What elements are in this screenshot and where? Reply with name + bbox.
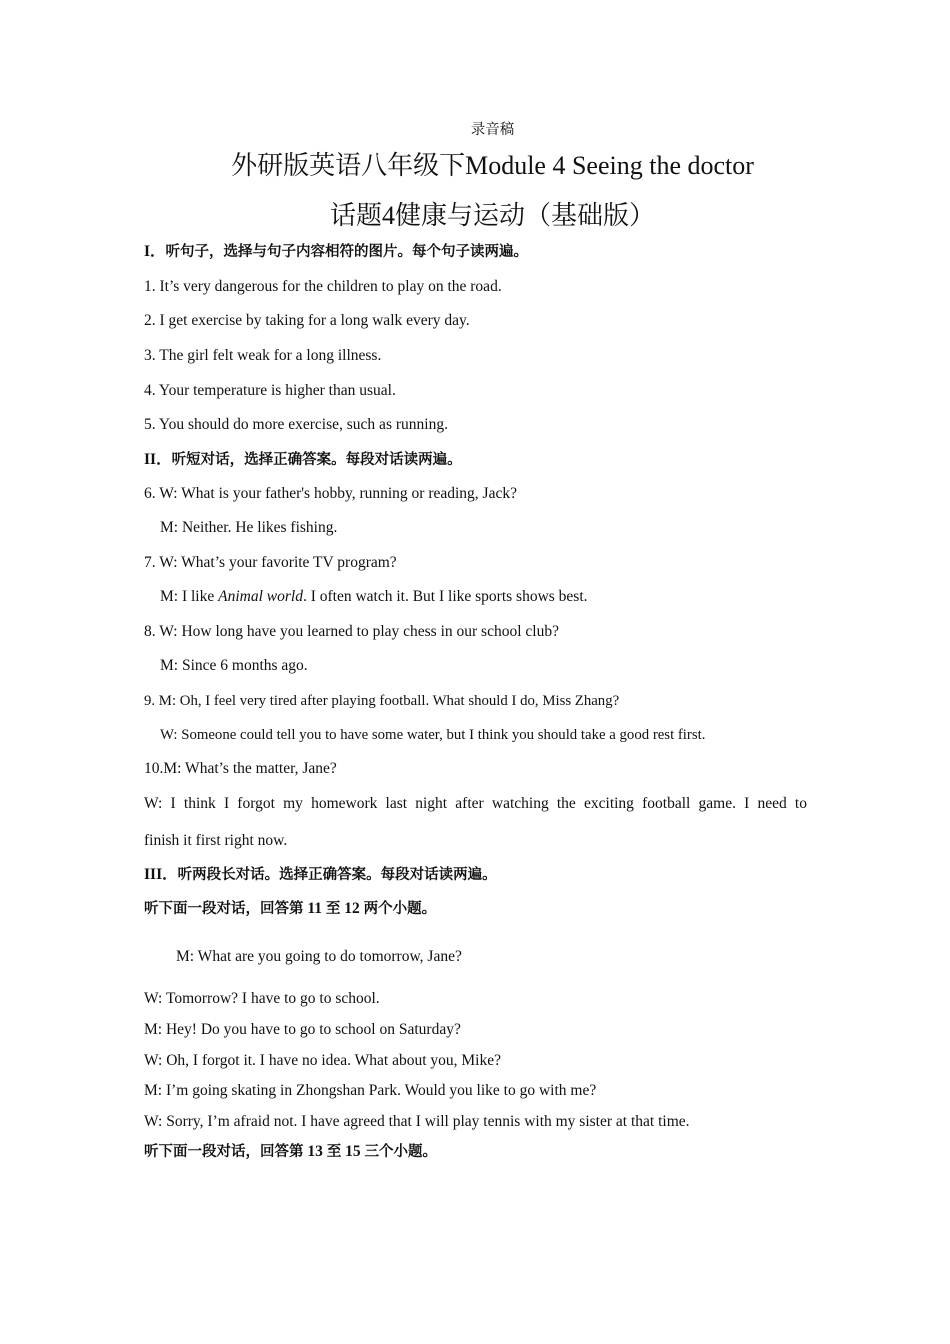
- dialog-line: M: What are you going to do tomorrow, Jane?: [176, 948, 462, 965]
- dialog-line: M: Since 6 months ago.: [160, 657, 308, 674]
- dialog-line: 6. W: What is your father's hobby, running or reading, Jack?: [144, 485, 517, 502]
- topic-title: 话题4健康与运动（基础版）: [329, 201, 655, 230]
- section3-number: III．: [144, 866, 178, 883]
- intro-text: 至: [326, 1144, 342, 1160]
- sentence-item: 4. Your temperature is higher than usual.: [144, 382, 396, 399]
- dialog-line: M: Neither. He likes fishing.: [160, 519, 338, 536]
- question-from: 11: [307, 900, 323, 917]
- sentence-item: 3. The girl felt weak for a long illness.: [144, 347, 382, 364]
- sentence-item: 1. It’s very dangerous for the children to play on the road.: [144, 278, 502, 295]
- dialog-line: W: I think I forgot my homework last night after watching the exciting football game. I need to: [144, 795, 807, 812]
- subtitle: 录音稿: [470, 122, 515, 138]
- dialog-line: [160, 587, 588, 607]
- page-title: 外研版英语八年级下Module 4 Seeing the doctor: [231, 151, 754, 180]
- dialog-line: W: Tomorrow? I have to go to school.: [144, 990, 380, 1007]
- section1-heading: [144, 242, 528, 262]
- dialog-line: W: Sorry, I’m afraid not. I have agreed that I will play tennis with my sister at that time.: [144, 1113, 690, 1130]
- section2-heading-text: 听短对话，选择正确答案。每段对话读两遍。: [171, 452, 462, 468]
- sentence-item: 2. I get exercise by taking for a long walk every day.: [144, 312, 470, 329]
- dialog-line: W: Oh, I forgot it. I have no idea. What about you, Mike?: [144, 1052, 501, 1069]
- dialog-line: W: Someone could tell you to have some water, but I think you should take a good rest first.: [160, 727, 706, 743]
- dialog-text: M: I like: [160, 588, 219, 605]
- dialog-line: 8. W: How long have you learned to play chess in our school club?: [144, 623, 559, 640]
- intro-text: 听下面一段对话，回答第: [144, 1144, 304, 1160]
- dialog-line: finish it first right now.: [144, 832, 288, 849]
- section2-number: II．: [144, 451, 172, 468]
- intro-text: 至: [325, 901, 341, 917]
- intro-text: 三个小题。: [364, 1144, 437, 1160]
- question-from: 13: [307, 1143, 323, 1160]
- dialog2-intro: [144, 1142, 437, 1162]
- dialog1-intro: [144, 899, 436, 919]
- dialog-line: 7. W: What’s your favorite TV program?: [144, 554, 397, 571]
- dialog-line: 10.M: What’s the matter, Jane?: [144, 760, 337, 777]
- sentence-item: 5. You should do more exercise, such as running.: [144, 416, 448, 433]
- section3-heading: [144, 865, 497, 885]
- section1-number: I．: [144, 243, 166, 260]
- intro-text: 听下面一段对话，回答第: [144, 901, 304, 917]
- question-to: 12: [344, 900, 360, 917]
- section2-heading: [144, 450, 462, 470]
- program-title: Animal world: [218, 588, 303, 605]
- section1-heading-text: 听句子，选择与句子内容相符的图片。每个句子读两遍。: [165, 244, 529, 260]
- section3-heading-text: 听两段长对话。选择正确答案。每段对话读两遍。: [177, 867, 497, 883]
- dialog-line: M: Hey! Do you have to go to school on Saturday?: [144, 1021, 461, 1038]
- dialog-text: . I often watch it. But I like sports shows best.: [302, 588, 588, 605]
- dialog-line: M: I’m going skating in Zhongshan Park. Would you like to go with me?: [144, 1082, 597, 1099]
- question-to: 15: [345, 1143, 361, 1160]
- dialog-line: 9. M: Oh, I feel very tired after playing football. What should I do, Miss Zhang?: [144, 693, 620, 709]
- intro-text: 两个小题。: [363, 901, 437, 917]
